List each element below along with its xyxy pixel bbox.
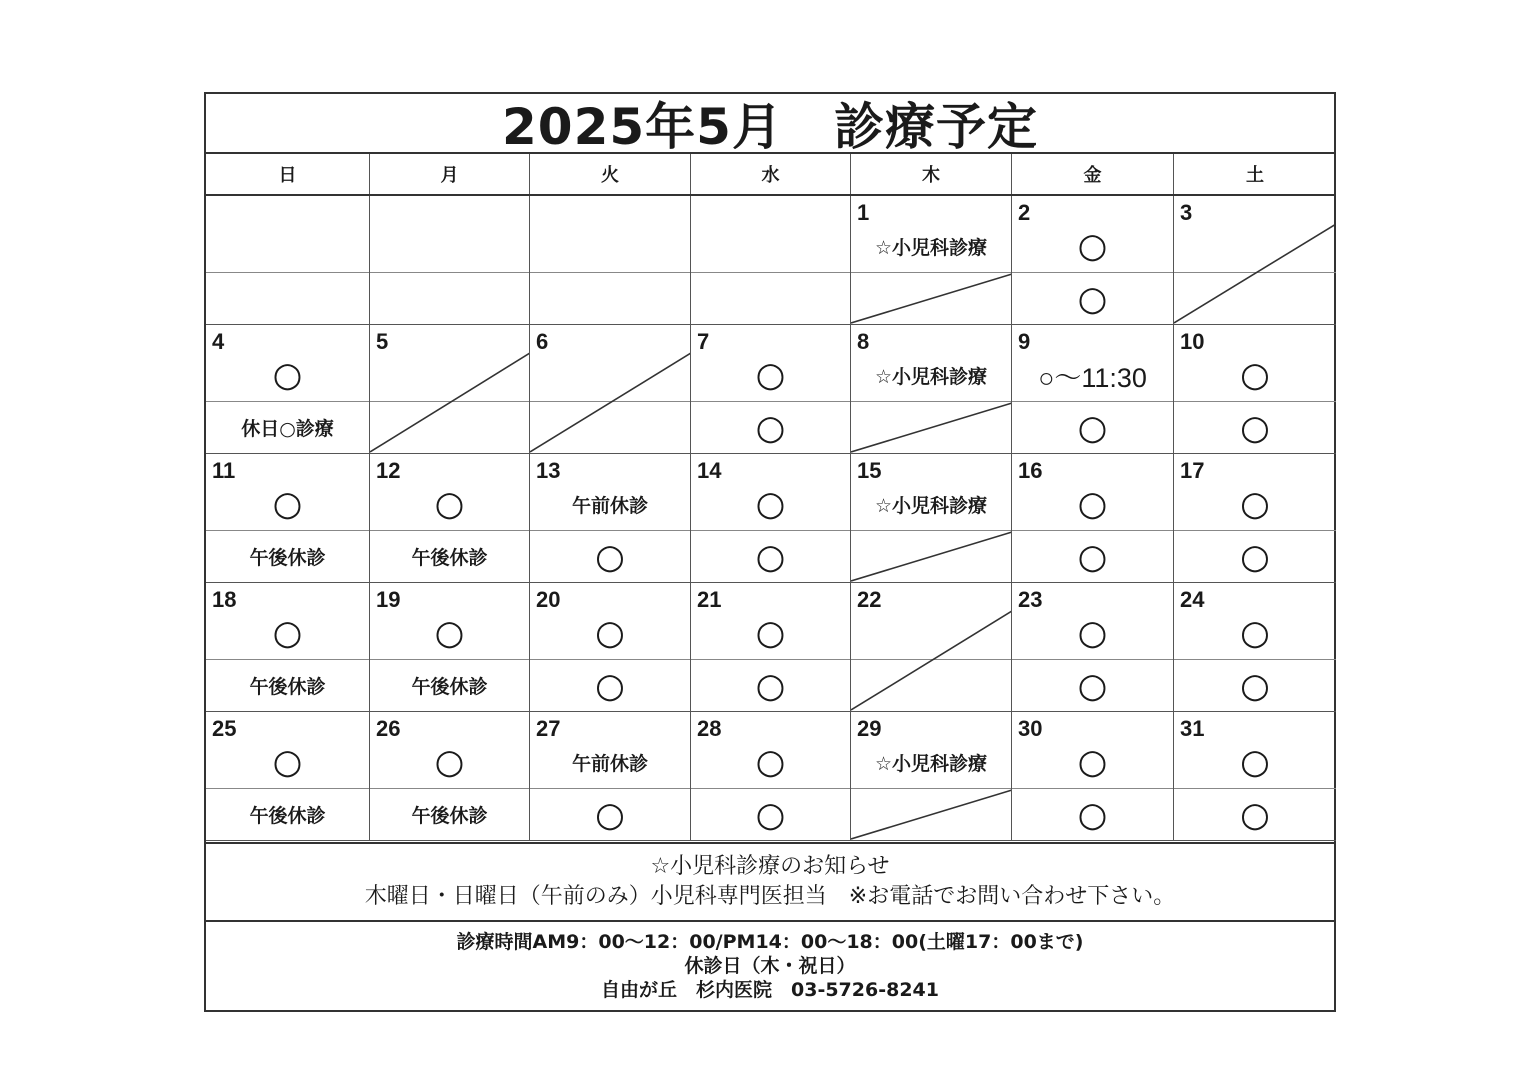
- day-number: 2: [1018, 200, 1031, 225]
- afternoon-status: ○: [595, 794, 625, 835]
- clinic-hours: 診療時間AM9：00～12：00/PM14：00～18：00(土曜17：00まで): [456, 931, 1084, 953]
- page-title: 2025年5月 診療予定: [206, 94, 1334, 154]
- day-number: 6: [536, 329, 549, 354]
- morning-status: ○: [1077, 613, 1108, 653]
- morning-status: ○: [755, 355, 786, 395]
- closed-slash-line: [1174, 224, 1336, 323]
- day-cell: [370, 583, 530, 712]
- day-cell: [1012, 583, 1174, 712]
- afternoon-status: ○: [1240, 794, 1270, 835]
- clinic-closed-days: 休診日（木・祝日）: [684, 955, 856, 977]
- day-number: 8: [857, 329, 870, 354]
- day-cell: [691, 583, 851, 712]
- day-number: 12: [376, 458, 401, 483]
- afternoon-status: ○: [1077, 407, 1108, 448]
- day-cell: [691, 454, 851, 583]
- calendar-grid: [206, 196, 1334, 842]
- day-number: 1: [857, 200, 870, 225]
- morning-status: ○: [1240, 742, 1270, 782]
- day-number: 29: [857, 716, 882, 741]
- day-number: 30: [1018, 716, 1043, 741]
- day-cell: [851, 196, 1012, 325]
- morning-status: ○: [595, 613, 625, 653]
- weekday-sun: 日: [206, 154, 370, 194]
- day-number: 20: [536, 587, 561, 612]
- weekday-thu: 木: [851, 154, 1012, 194]
- day-cell: [1174, 325, 1336, 454]
- clinic-footer: [206, 922, 1334, 1010]
- afternoon-status: ○: [1077, 665, 1108, 706]
- day-cell: [851, 454, 1012, 583]
- closed-slash-line: [851, 611, 1012, 710]
- day-cell: [1174, 583, 1336, 712]
- afternoon-status: 午後休診: [249, 676, 326, 698]
- morning-status: ○: [755, 484, 786, 524]
- morning-status: ○: [272, 355, 303, 395]
- morning-status: ○: [1077, 226, 1108, 266]
- day-cell: [370, 454, 530, 583]
- afternoon-status: ○: [755, 794, 786, 835]
- morning-status: ○: [272, 484, 303, 524]
- day-cell: [530, 454, 691, 583]
- am-pm-divider: [206, 272, 369, 273]
- day-cell: [851, 712, 1012, 841]
- notice-heading: ☆小児科診療のお知らせ: [650, 854, 890, 879]
- day-number: 24: [1180, 587, 1205, 612]
- day-number: 17: [1180, 458, 1205, 483]
- day-number: 25: [212, 716, 237, 741]
- day-number: 9: [1018, 329, 1031, 354]
- morning-status: ○: [755, 742, 786, 782]
- weekday-tue: 火: [530, 154, 691, 194]
- day-number: 11: [212, 458, 236, 483]
- closed-slash-line: [851, 532, 1012, 581]
- day-number: 19: [376, 587, 401, 612]
- afternoon-status: ○: [1240, 665, 1270, 706]
- closed-slash-line: [370, 353, 530, 452]
- closed-slash-line: [851, 790, 1012, 839]
- afternoon-status: 午後休診: [411, 547, 488, 569]
- clinic-contact: 自由が丘 杉内医院 03-5726-8241: [601, 979, 939, 1001]
- day-cell: [370, 712, 530, 841]
- day-cell: [691, 196, 851, 325]
- weekday-mon: 月: [370, 154, 530, 194]
- day-cell: [691, 325, 851, 454]
- day-cell: [851, 583, 1012, 712]
- day-cell: [206, 325, 370, 454]
- day-number: 27: [536, 716, 561, 741]
- closed-slash-line: [851, 403, 1012, 452]
- day-cell: [1174, 454, 1336, 583]
- afternoon-status: 午後休診: [411, 676, 488, 698]
- afternoon-status: ○: [595, 665, 625, 706]
- afternoon-status: 午後休診: [249, 547, 326, 569]
- morning-status: ☆小児科診療: [874, 752, 988, 775]
- day-number: 22: [857, 587, 882, 612]
- day-cell: [370, 325, 530, 454]
- day-cell: [370, 196, 530, 325]
- afternoon-status: 午後休診: [411, 805, 488, 827]
- morning-status: ○: [1240, 484, 1270, 524]
- afternoon-status: ○: [755, 407, 786, 448]
- pediatrics-notice: [206, 842, 1334, 922]
- afternoon-status: 休日○診療: [241, 418, 334, 440]
- day-number: 21: [697, 587, 722, 612]
- day-number: 15: [857, 458, 882, 483]
- morning-status: 午前休診: [571, 494, 648, 517]
- weekday-fri: 金: [1012, 154, 1174, 194]
- day-number: 10: [1180, 329, 1205, 354]
- day-cell: [1174, 196, 1336, 325]
- afternoon-status: ○: [1077, 794, 1108, 835]
- morning-status: ☆小児科診療: [874, 494, 988, 517]
- afternoon-status: ○: [1077, 536, 1108, 577]
- day-cell: [1012, 454, 1174, 583]
- morning-status: ☆小児科診療: [874, 365, 988, 388]
- day-cell: [1012, 712, 1174, 841]
- calendar-sheet: [204, 92, 1336, 1012]
- closed-slash-line: [851, 274, 1012, 323]
- morning-status: ○: [1240, 355, 1270, 395]
- day-cell: [206, 196, 370, 325]
- day-number: 5: [376, 329, 389, 354]
- closed-slash-line: [530, 353, 691, 452]
- day-number: 28: [697, 716, 722, 741]
- afternoon-status: ○: [1240, 536, 1270, 577]
- am-pm-divider: [370, 272, 529, 273]
- day-cell: [1012, 196, 1174, 325]
- morning-status: ○: [434, 613, 465, 653]
- day-cell: [1174, 712, 1336, 841]
- day-cell: [206, 454, 370, 583]
- day-cell: [530, 325, 691, 454]
- day-cell: [206, 583, 370, 712]
- morning-status: ○: [755, 613, 786, 653]
- day-number: 31: [1180, 716, 1205, 741]
- day-cell: [530, 712, 691, 841]
- morning-status: ☆小児科診療: [874, 236, 988, 259]
- day-cell: [530, 196, 691, 325]
- afternoon-status: ○: [755, 665, 786, 706]
- day-number: 26: [376, 716, 401, 741]
- morning-status: ○: [1240, 613, 1270, 653]
- day-number: 4: [212, 329, 225, 354]
- day-number: 3: [1180, 200, 1193, 225]
- afternoon-status: 午後休診: [249, 805, 326, 827]
- day-number: 16: [1018, 458, 1043, 483]
- morning-status: ○: [272, 613, 303, 653]
- morning-status: ○: [1077, 484, 1108, 524]
- morning-status: ○～11:30: [1038, 362, 1147, 393]
- afternoon-status: ○: [755, 536, 786, 577]
- morning-status: ○: [434, 742, 465, 782]
- am-pm-divider: [530, 272, 690, 273]
- day-number: 7: [697, 329, 710, 354]
- weekday-sat: 土: [1246, 165, 1264, 186]
- day-number: 13: [536, 458, 561, 483]
- day-cell: [691, 712, 851, 841]
- am-pm-divider: [691, 272, 850, 273]
- afternoon-status: ○: [1240, 407, 1270, 448]
- weekday-wed: 水: [691, 154, 851, 194]
- afternoon-status: ○: [595, 536, 625, 577]
- morning-status: ○: [1077, 742, 1108, 782]
- afternoon-status: ○: [1077, 278, 1108, 319]
- morning-status: ○: [434, 484, 465, 524]
- notice-detail: 木曜日・日曜日（午前のみ）小児科専門医担当 ※お電話でお問い合わせ下さい。: [364, 884, 1176, 909]
- morning-status: 午前休診: [571, 752, 648, 775]
- day-cell: [851, 325, 1012, 454]
- day-number: 18: [212, 587, 237, 612]
- day-cell: [1012, 325, 1174, 454]
- day-number: 14: [697, 458, 722, 483]
- day-cell: [530, 583, 691, 712]
- morning-status: ○: [272, 742, 303, 782]
- day-number: 23: [1018, 587, 1043, 612]
- closed-slash: [370, 325, 530, 454]
- weekday-header: [206, 154, 1334, 196]
- closed-slash: [1174, 196, 1336, 325]
- closed-slash: [530, 325, 691, 454]
- day-cell: [206, 712, 370, 841]
